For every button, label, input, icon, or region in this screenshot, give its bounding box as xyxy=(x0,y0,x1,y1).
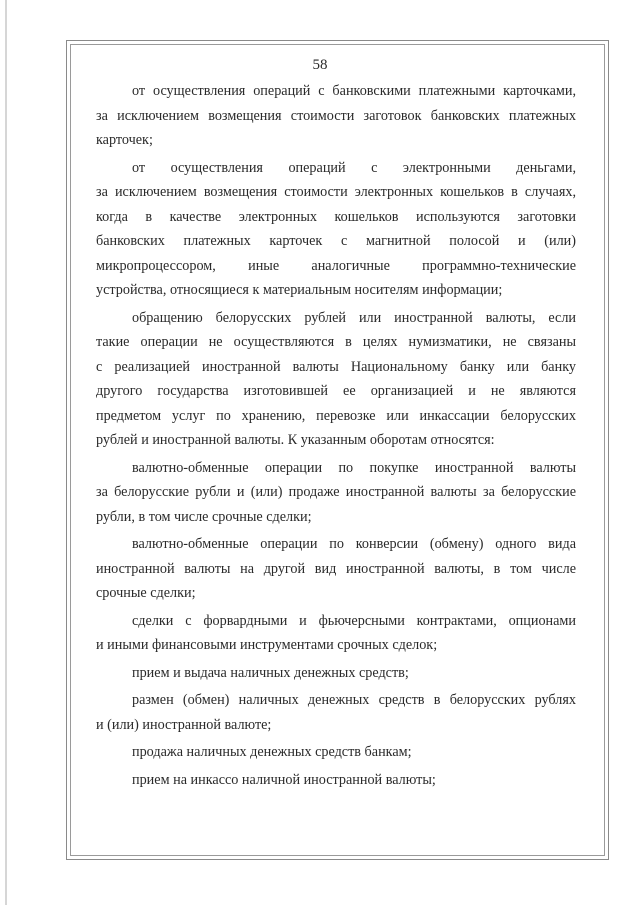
paragraph xyxy=(96,741,576,766)
text-line: микропроцессором, иные аналогичные программно-технические xyxy=(96,257,576,274)
text-line: с реализацией иностранной валюты Национальному банку или банку xyxy=(96,358,576,375)
paragraph xyxy=(96,80,576,154)
paragraph xyxy=(96,610,576,659)
paragraph xyxy=(96,457,576,531)
text-line: когда в качестве электронных кошельков используются заготовки xyxy=(96,208,576,225)
text-line: продажа наличных денежных средств банкам; xyxy=(132,744,412,760)
text-line: валютно-обменные операции по покупке иностранной валюты xyxy=(132,459,576,476)
text-line: сделки с форвардными и фьючерсными контрактами, опционами xyxy=(132,612,576,629)
text-line: срочные сделки; xyxy=(96,585,196,601)
text-line: банковских платежных карточек с магнитной полосой и (или) xyxy=(96,233,576,249)
text-line: рублей и иностранной валюты. К указанным оборотам относятся: xyxy=(96,432,495,448)
paragraph xyxy=(96,533,576,607)
text-line: за исключением возмещения стоимости электронных кошельков в случаях, xyxy=(96,184,576,200)
paragraph xyxy=(96,662,576,687)
text-line: и (или) иностранной валюте; xyxy=(96,716,272,733)
text-line: валютно-обменные операции по конверсии (обмену) одного вида xyxy=(132,536,576,552)
text-line: другого государства изготовившей ее организацией и не являются xyxy=(96,383,576,399)
paragraph xyxy=(96,157,576,304)
text-line: такие операции не осуществляются в целях нумизматики, не связаны xyxy=(96,334,576,350)
text-line: прием на инкассо наличной иностранной валюты; xyxy=(132,771,436,788)
text-line: карточек; xyxy=(96,132,153,148)
text-line: предметом услуг по хранению, перевозке или инкассации белорусских xyxy=(96,407,576,424)
text-line: иностранной валюты на другой вид иностранной валюты, в том числе xyxy=(96,560,576,577)
paragraph xyxy=(96,689,576,738)
text-line: рубли, в том числе срочные сделки; xyxy=(96,508,312,525)
document-body xyxy=(96,80,576,796)
scan-page-edge xyxy=(5,0,7,905)
text-line: от осуществления операций с электронными деньгами, xyxy=(132,159,576,176)
text-line: за исключением возмещения стоимости заготовок банковских платежных xyxy=(96,107,576,124)
page-number: 58 xyxy=(312,57,328,73)
paragraph xyxy=(96,307,576,454)
text-line: от осуществления операций с банковскими платежными карточками, xyxy=(132,83,576,99)
text-line: устройства, относящиеся к материальным носителям информации; xyxy=(96,282,503,298)
text-line: прием и выдача наличных денежных средств; xyxy=(132,664,409,681)
text-line: за белорусские рубли и (или) продаже иностранной валюты за белорусские xyxy=(96,484,576,500)
text-line: размен (обмен) наличных денежных средств в белорусских рублях xyxy=(132,692,576,708)
text-line: обращению белорусских рублей или иностранной валюты, если xyxy=(132,309,576,326)
paragraph xyxy=(96,769,576,794)
text-line: и иными финансовыми инструментами срочных сделок; xyxy=(96,637,438,653)
